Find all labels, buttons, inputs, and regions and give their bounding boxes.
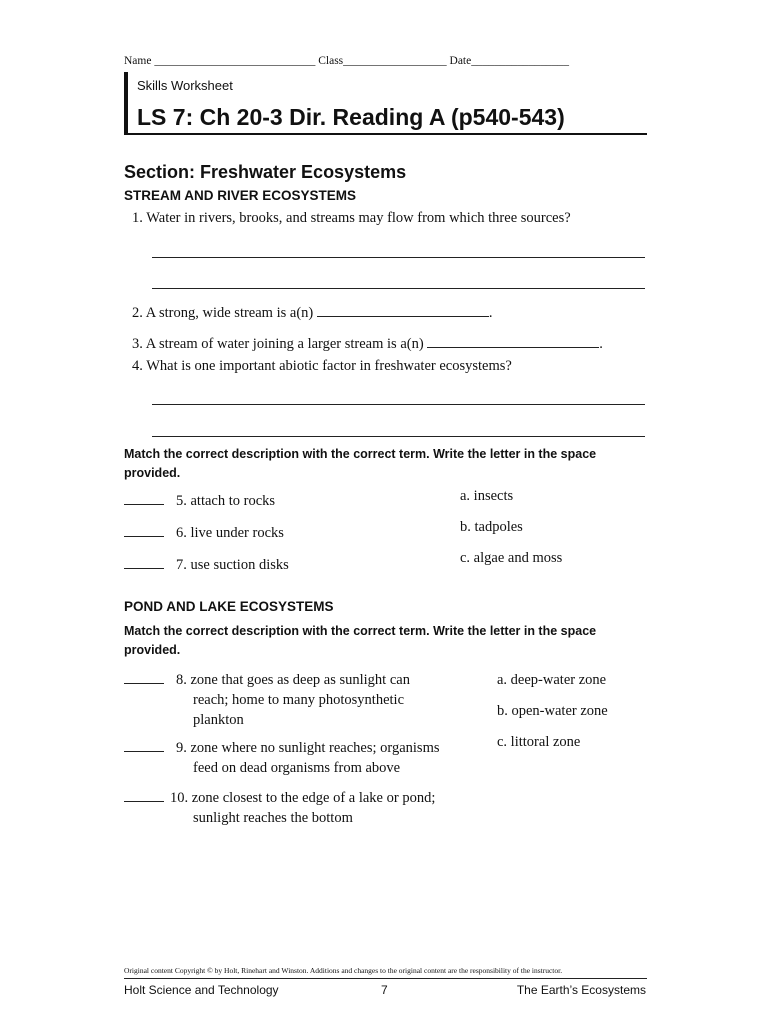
answer-blank-10[interactable] <box>124 791 164 802</box>
answer-blank-2[interactable] <box>317 304 489 317</box>
page-number: 7 <box>381 983 388 997</box>
answer-blank-9[interactable] <box>124 741 164 752</box>
stream-heading: STREAM AND RIVER ECOSYSTEMS <box>124 188 357 203</box>
question-4: 4. What is one important abiotic factor in freshwater ecosystems? <box>132 358 512 374</box>
answer-line-4a[interactable] <box>152 404 645 405</box>
match-item-10-line2: sunlight reaches the bottom <box>193 810 353 826</box>
name-label: Name <box>124 55 152 67</box>
question-2-end: . <box>488 305 493 321</box>
match-item-9 <box>124 738 484 778</box>
term-a-deep-water: a. deep-water zone <box>497 672 607 688</box>
student-info-line <box>124 55 569 67</box>
term-c-algae: c. algae and moss <box>460 550 563 566</box>
worksheet-type: Skills Worksheet <box>137 78 233 93</box>
question-1: 1. Water in rivers, brooks, and streams may flow from which three sources? <box>132 210 571 226</box>
match-item-8-line2: reach; home to many photosynthetic <box>193 692 405 708</box>
question-3 <box>132 335 603 353</box>
date-field[interactable]: _________________ <box>471 55 569 67</box>
match-item-10 <box>124 788 484 828</box>
match-item-8 <box>124 670 484 730</box>
answer-blank-6[interactable] <box>124 526 164 537</box>
footer-rule <box>124 978 647 979</box>
date-label: Date <box>449 55 472 67</box>
match-item-6-text: 6. live under rocks <box>176 525 284 541</box>
match-item-8-num: 8. <box>176 672 187 688</box>
match-item-6 <box>124 525 284 542</box>
match-item-7-text: 7. use suction disks <box>176 557 289 573</box>
answer-line-1b[interactable] <box>152 288 645 289</box>
copyright-notice: Original content Copyright © by Holt, Rinehart and Winston. Additions and changes to the original content are the responsibility of the instructor. <box>124 966 563 975</box>
answer-line-4b[interactable] <box>152 436 645 437</box>
footer-chapter: The Earth’s Ecosystems <box>516 983 646 997</box>
class-label: Class <box>318 55 344 67</box>
match-item-8-line3: plankton <box>193 712 244 728</box>
term-b-tadpoles: b. tadpoles <box>460 519 523 535</box>
match-item-10-line1: zone closest to the edge of a lake or pond; <box>191 790 436 806</box>
class-field[interactable]: __________________ <box>343 55 447 67</box>
page-title: LS 7: Ch 20-3 Dir. Reading A (p540-543) <box>137 104 565 130</box>
term-c-littoral: c. littoral zone <box>497 734 581 750</box>
title-accent-bar <box>124 72 128 134</box>
question-3-text: 3. A stream of water joining a larger stream is a(n) <box>132 336 424 352</box>
answer-blank-5[interactable] <box>124 494 164 505</box>
answer-blank-7[interactable] <box>124 558 164 569</box>
match-item-5-text: 5. attach to rocks <box>176 493 276 509</box>
answer-line-1a[interactable] <box>152 257 645 258</box>
term-a-insects: a. insects <box>460 488 514 504</box>
match-item-7 <box>124 557 289 574</box>
match-item-9-line2: feed on dead organisms from above <box>193 760 401 776</box>
match-item-9-line1: zone where no sunlight reaches; organisms <box>190 740 440 756</box>
answer-blank-3[interactable] <box>427 335 599 348</box>
title-rule <box>124 133 647 135</box>
answer-blank-8[interactable] <box>124 673 164 684</box>
pond-heading: POND AND LAKE ECOSYSTEMS <box>124 599 334 614</box>
match-item-10-num: 10. <box>170 790 189 806</box>
footer-publisher: Holt Science and Technology <box>124 983 279 997</box>
match-item-8-line1: zone that goes as deep as sunlight can <box>190 672 410 688</box>
stream-match-instructions: Match the correct description with the correct term. Write the letter in the space provided. <box>124 447 597 480</box>
section-title: Section: Freshwater Ecosystems <box>124 162 407 182</box>
question-3-end: . <box>599 336 603 352</box>
name-field[interactable]: ____________________________ <box>154 55 316 67</box>
question-2 <box>132 304 492 322</box>
pond-match-instructions: Match the correct description with the correct term. Write the letter in the space provided. <box>124 624 597 657</box>
question-2-text: 2. A strong, wide stream is a(n) <box>132 305 314 321</box>
term-b-open-water: b. open-water zone <box>497 703 608 719</box>
match-item-9-num: 9. <box>176 740 187 756</box>
match-item-5 <box>124 493 275 510</box>
